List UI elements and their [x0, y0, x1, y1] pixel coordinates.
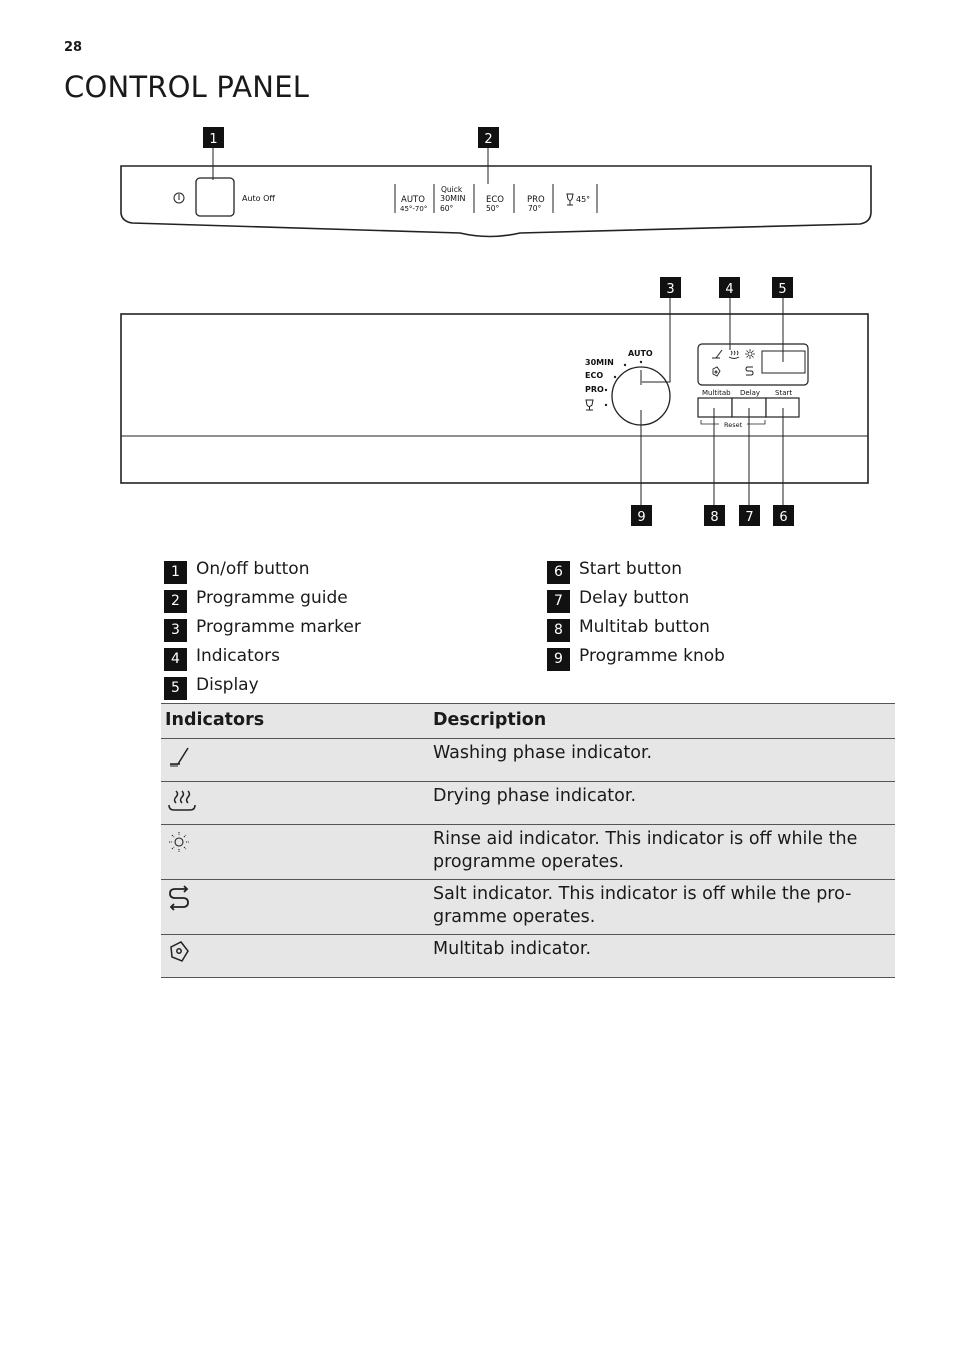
programme-auto-temp: 45°-70° — [400, 205, 428, 213]
multitab-button[interactable] — [698, 398, 732, 417]
legend-item — [164, 613, 361, 642]
legend-label: Delay button — [579, 588, 690, 608]
legend-label: Indicators — [196, 646, 280, 666]
table-row — [161, 935, 895, 978]
legend-number: 1 — [164, 561, 187, 584]
legend-item — [547, 584, 725, 613]
legend-label: Programme guide — [196, 588, 348, 608]
legend-number: 6 — [547, 561, 570, 584]
page-number: 28 — [64, 40, 83, 55]
description-cell: Multitab indicator. — [429, 935, 895, 978]
programme-pro-name: PRO — [527, 195, 545, 205]
multitab-label: Multitab — [702, 389, 731, 397]
reset-label: Reset — [724, 421, 743, 429]
glass-icon — [567, 194, 573, 205]
knob-glass-icon — [586, 400, 593, 410]
callout-4-number: 4 — [725, 282, 734, 297]
callout-1 — [203, 127, 224, 180]
legend-number: 2 — [164, 590, 187, 613]
description-cell: Washing phase indicator. — [429, 739, 895, 782]
callout-9-number: 9 — [637, 510, 646, 525]
legend-label: Multitab button — [579, 617, 710, 637]
description-cell: Salt indicator. This indicator is off while the pro-gramme operates. — [429, 880, 895, 935]
panel-rinse-aid-icon — [745, 349, 755, 359]
knob-label-30min: 30MIN — [585, 358, 614, 367]
callout-6-number: 6 — [779, 510, 788, 525]
table-row — [161, 825, 895, 880]
knob-label-pro: PRO — [585, 385, 604, 394]
washing-phase-icon — [165, 742, 193, 770]
callout-9 — [631, 410, 652, 526]
callout-8 — [704, 408, 725, 526]
table-row — [161, 739, 895, 782]
knob-label-eco: ECO — [585, 371, 604, 380]
callout-2-number: 2 — [484, 132, 493, 147]
legend-label: On/off button — [196, 559, 310, 579]
callout-3-number: 3 — [666, 282, 675, 297]
multitab-icon — [165, 938, 193, 966]
power-icon — [174, 193, 184, 203]
legend-item — [164, 555, 361, 584]
callout-7-number: 7 — [745, 510, 754, 525]
callout-1-number: 1 — [209, 132, 218, 147]
rinse-aid-icon — [165, 828, 193, 856]
legend-item — [547, 642, 725, 671]
column-header-description: Description — [429, 704, 895, 739]
legend-left — [164, 555, 361, 700]
callout-5-number: 5 — [778, 282, 787, 297]
on-off-button[interactable] — [196, 178, 234, 216]
salt-icon — [165, 883, 193, 911]
knob-label-auto: AUTO — [628, 349, 653, 358]
legend-number: 3 — [164, 619, 187, 642]
table-header-row — [161, 704, 895, 739]
legend-item — [547, 555, 725, 584]
drying-phase-icon — [165, 785, 199, 813]
callout-3 — [642, 277, 681, 382]
callout-5 — [772, 277, 793, 362]
legend-number: 5 — [164, 677, 187, 700]
legend-item — [547, 613, 725, 642]
table-row — [161, 880, 895, 935]
legend-label: Display — [196, 675, 259, 695]
panel-drying-icon — [729, 351, 739, 359]
legend-item — [164, 642, 361, 671]
legend-number: 8 — [547, 619, 570, 642]
legend-right — [547, 555, 725, 671]
programme-30min-temp: 60° — [440, 204, 454, 213]
delay-label: Delay — [740, 389, 761, 397]
panel-washing-icon — [712, 350, 722, 358]
page-title: CONTROL PANEL — [64, 70, 310, 104]
panel-salt-icon — [746, 367, 753, 375]
callout-6 — [773, 408, 794, 526]
legend-number: 9 — [547, 648, 570, 671]
callout-8-number: 8 — [710, 510, 719, 525]
legend-label: Start button — [579, 559, 683, 579]
column-header-indicators: Indicators — [161, 704, 429, 739]
legend-number: 7 — [547, 590, 570, 613]
start-label: Start — [775, 389, 793, 397]
panel-multitab-icon — [713, 367, 720, 376]
callout-2 — [478, 127, 499, 184]
indicators-table — [161, 703, 895, 978]
description-cell: Rinse aid indicator. This indicator is off while the programme operates. — [429, 825, 895, 880]
legend-item — [164, 584, 361, 613]
legend-label: Programme marker — [196, 617, 361, 637]
legend-number: 4 — [164, 648, 187, 671]
auto-off-label: Auto Off — [242, 194, 275, 203]
programme-quick-label: Quick — [441, 185, 463, 194]
legend-item — [164, 671, 361, 700]
programme-eco-name: ECO — [486, 195, 504, 205]
description-cell: Drying phase indicator. — [429, 782, 895, 825]
programme-auto-name: AUTO — [401, 195, 425, 205]
indicator-display-box — [698, 344, 808, 385]
table-row — [161, 782, 895, 825]
programme-eco-temp: 50° — [486, 204, 500, 213]
programme-pro-temp: 70° — [528, 204, 542, 213]
programme-glass-temp: 45° — [576, 195, 591, 204]
control-panel-diagram — [0, 0, 954, 540]
legend-label: Programme knob — [579, 646, 725, 666]
programme-30min-name: 30MIN — [440, 194, 466, 203]
